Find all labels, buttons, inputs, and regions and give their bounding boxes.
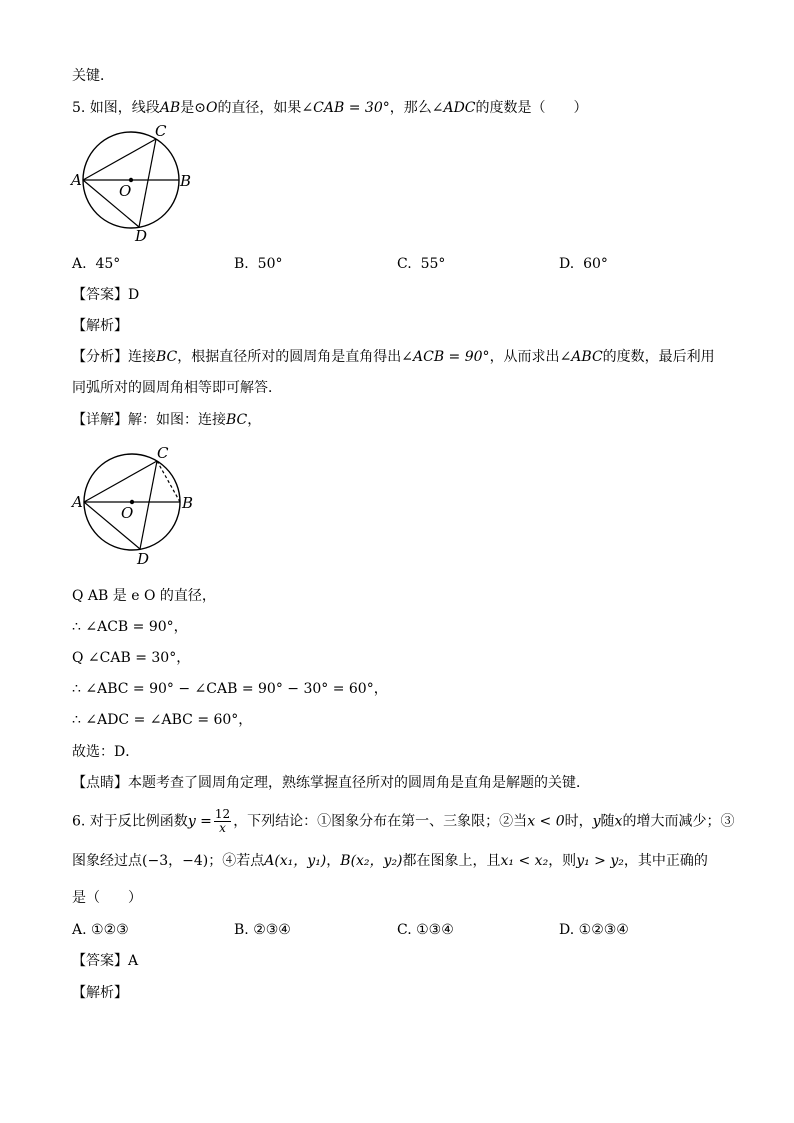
dashed-bc <box>157 461 180 502</box>
fenxi-text: 的度数，最后利用 <box>602 349 715 365</box>
option-text: 55° <box>420 256 446 272</box>
fenxi-text: ，根据直径所对的圆周角是直角得出 <box>177 349 402 365</box>
q5-stem-b: 是 <box>180 100 195 116</box>
dianjing-tag: 【点睛】 <box>72 775 128 791</box>
q6-option-c <box>397 920 454 940</box>
q6-stem-line1 <box>72 808 734 835</box>
q5-option-a <box>72 254 120 274</box>
q6-text: ，下列结论：①图象分布在第一、三象限；②当 <box>233 813 528 830</box>
q6-var-y: y <box>592 813 601 830</box>
option-text: ①③④ <box>416 922 454 938</box>
q6-func-y: y = <box>187 813 212 830</box>
q5-option-c <box>397 254 445 274</box>
q6-text: ，则 <box>548 853 577 869</box>
option-text: 45° <box>95 256 121 272</box>
fenxi-tag: 【分析】 <box>72 349 128 365</box>
q6-text: 随 <box>600 813 615 830</box>
option-text: 50° <box>257 256 283 272</box>
option-key: C. <box>397 922 412 938</box>
q5-option-d <box>559 254 608 274</box>
label-c: C <box>155 124 167 140</box>
q6-option-a <box>72 920 129 940</box>
solution-step-2: ∴ ∠ACB = 90°， <box>72 619 188 635</box>
option-text: ①②③ <box>91 922 129 938</box>
q5-angle-cab: ∠CAB = 30° <box>301 100 390 116</box>
q5-choose: 故选：D． <box>72 744 140 760</box>
option-text: ①②③④ <box>578 922 629 938</box>
q6-text: 6. 对于反比例函数 <box>72 813 188 830</box>
q6-var-x: x <box>614 813 623 830</box>
q6-answer <box>72 951 138 971</box>
fenxi-abc: ∠ABC <box>559 349 603 365</box>
q6-text: 时， <box>564 813 593 830</box>
xiangjie-tag: 【详解】 <box>72 412 128 428</box>
answer-value: D <box>128 287 140 303</box>
q5-figure <box>68 124 208 244</box>
xiangjie-bc: BC <box>226 412 248 428</box>
option-key: A. <box>72 256 87 272</box>
option-key: D. <box>559 256 575 272</box>
q6-point-a: A(x₁，y₁) <box>264 853 327 869</box>
q5-dianjing <box>72 773 590 793</box>
option-key: B. <box>234 922 249 938</box>
q6-point-b: B(x₂，y₂) <box>340 853 403 869</box>
q6-cond3: y₁ > y₂ <box>576 853 624 869</box>
q6-option-b <box>234 920 291 940</box>
fenxi-bc: BC <box>156 349 178 365</box>
q5-analysis-tag: 【解析】 <box>72 318 128 334</box>
label-b: B <box>180 172 192 190</box>
fenxi-text: ，从而求出 <box>489 349 560 365</box>
q5-stem-e: 的度数是（ ） <box>475 100 588 116</box>
q6-stem-line3: 是（ ） <box>72 890 142 906</box>
q5-xiangjie <box>72 410 261 430</box>
q6-text: 都在图象上，且 <box>402 853 501 869</box>
q6-text: ， <box>326 853 341 869</box>
fenxi-acb: ∠ACB = 90° <box>401 349 490 365</box>
q6-stem-line2 <box>72 851 708 871</box>
q6-point: (−3，−4) <box>142 853 209 869</box>
q6-text: 图象经过点 <box>72 853 142 869</box>
xiangjie-text: 解：如图：连接 <box>128 412 226 428</box>
q6-analysis-tag: 【解析】 <box>72 985 128 1001</box>
answer-value: A <box>128 953 139 969</box>
fenxi-text: 连接 <box>128 349 156 365</box>
chord-cd <box>139 139 156 227</box>
label-c: C <box>157 444 169 462</box>
dianjing-text: 本题考查了圆周角定理，熟练掌握直径所对的圆周角是直角是解题的关键． <box>128 775 590 791</box>
q5-stem-d: ，那么 <box>389 100 432 116</box>
q5-stem <box>72 98 588 118</box>
option-key: C. <box>397 256 412 272</box>
label-a: A <box>71 171 82 189</box>
label-o: O <box>121 504 134 522</box>
solution-step-4: ∴ ∠ABC = 90° − ∠CAB = 90° − 30° = 60°， <box>72 681 388 697</box>
answer-tag: 【答案】 <box>72 953 128 969</box>
option-key: D. <box>559 922 575 938</box>
q6-cond2: x₁ < x₂ <box>500 853 549 869</box>
chord-ac <box>83 139 156 180</box>
q5-stem-c: 的直径，如果 <box>217 100 302 116</box>
option-text: ②③④ <box>253 922 291 938</box>
solution-step-1: Q AB 是 e O 的直径， <box>72 588 216 604</box>
solution-step-3: Q ∠CAB = 30°， <box>72 650 191 666</box>
chord-cd <box>140 461 157 549</box>
q6-text: ；④若点 <box>208 853 265 869</box>
option-text: 60° <box>583 256 608 272</box>
label-a: A <box>72 493 83 511</box>
q5-circle-o: ⊙O <box>194 100 218 116</box>
answer-tag: 【答案】 <box>72 287 128 303</box>
q5-fenxi-line2: 同弧所对的圆周角相等即可解答． <box>72 380 282 396</box>
label-d: D <box>137 550 150 568</box>
q6-text: 的增大而减少；③ <box>622 813 735 830</box>
xiangjie-comma: ， <box>247 412 262 428</box>
option-key: B. <box>234 256 249 272</box>
solution-step-5: ∴ ∠ADC = ∠ABC = 60°， <box>72 712 253 728</box>
q5-stem-a: 5. 如图，线段 <box>72 100 160 116</box>
q5-angle-adc: ∠ADC <box>431 100 476 116</box>
q6-cond: x < 0 <box>527 813 565 830</box>
q5-solution-figure <box>68 444 208 574</box>
option-key: A. <box>72 922 87 938</box>
q5-fenxi-line1 <box>72 347 715 367</box>
q5-answer <box>72 285 139 305</box>
fraction-denominator: x <box>219 821 226 835</box>
fraction-numerator: 12 <box>214 807 231 821</box>
label-b: B <box>182 494 194 512</box>
label-o: O <box>119 182 132 200</box>
q6-text: ，其中正确的 <box>623 853 708 869</box>
q5-seg-ab: AB <box>159 100 181 116</box>
chord-ac <box>84 461 157 502</box>
prev-tail-text: 关键． <box>72 68 114 84</box>
label-d: D <box>135 227 148 244</box>
q6-fraction <box>214 808 231 835</box>
q5-option-b <box>234 254 282 274</box>
q6-option-d <box>559 920 629 940</box>
